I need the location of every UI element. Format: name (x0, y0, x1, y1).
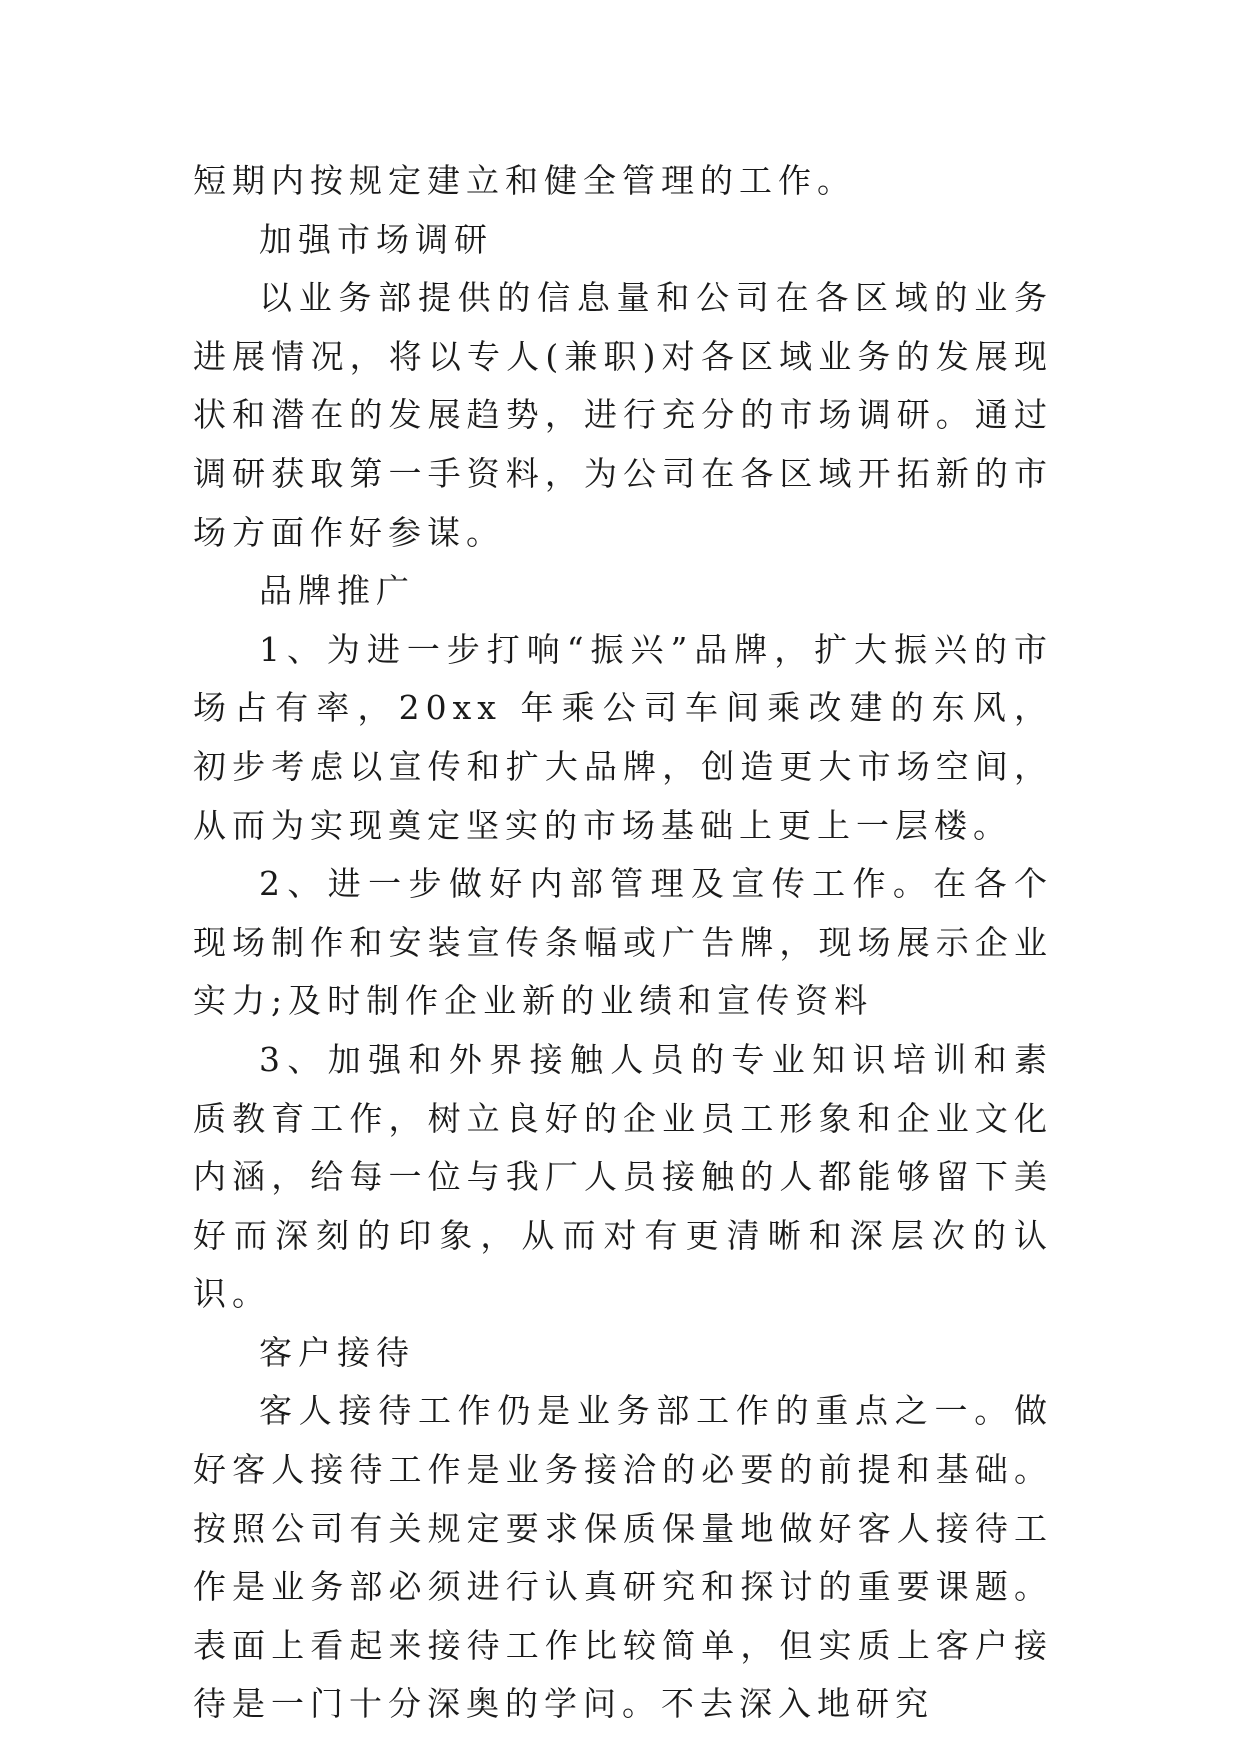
heading-customer-reception: 客户接待 (259, 1332, 415, 1372)
paragraph-continuation: 短期内按规定建立和健全管理的工作。 (193, 161, 856, 200)
heading-brand-promotion: 品牌推广 (259, 571, 415, 611)
paragraph-customer-reception: 客人接待工作仍是业务部工作的重点之一。做好客人接待工作是业务接洽的必要的前提和基础。按照公司有关规定要求保质保量地做好客人接待工作是业务部必须进行认真研究和探讨的重要课题。表面上看起来接待工作比较简单，但实质上客户接待是一门十分深奥的学问。不去深入地研究 (193, 1391, 1053, 1724)
document-body (193, 152, 1053, 1734)
heading-market-research: 加强市场调研 (259, 219, 493, 259)
paragraph-brand-item-1: 1、为进一步打响“振兴”品牌，扩大振兴的市场占有率，20xx 年乘公司车间乘改建的东风，初步考虑以宣传和扩大品牌，创造更大市场空间，从而为实现奠定坚实的市场基础上更上一层楼。 (193, 629, 1053, 845)
paragraph-brand-item-2: 2、进一步做好内部管理及宣传工作。在各个现场制作和安装宣传条幅或广告牌，现场展示企业实力;及时制作企业新的业绩和宣传资料 (193, 864, 1053, 1021)
paragraph-market-research: 以业务部提供的信息量和公司在各区域的业务进展情况，将以专人(兼职)对各区域业务的发展现状和潜在的发展趋势，进行充分的市场调研。通过调研获取第一手资料，为公司在各区域开拓新的市场方面作好参谋。 (193, 278, 1053, 552)
paragraph-brand-item-3: 3、加强和外界接触人员的专业知识培训和素质教育工作，树立良好的企业员工形象和企业文化内涵，给每一位与我厂人员接触的人都能够留下美好而深刻的印象，从而对有更清晰和深层次的认识。 (193, 1039, 1053, 1314)
